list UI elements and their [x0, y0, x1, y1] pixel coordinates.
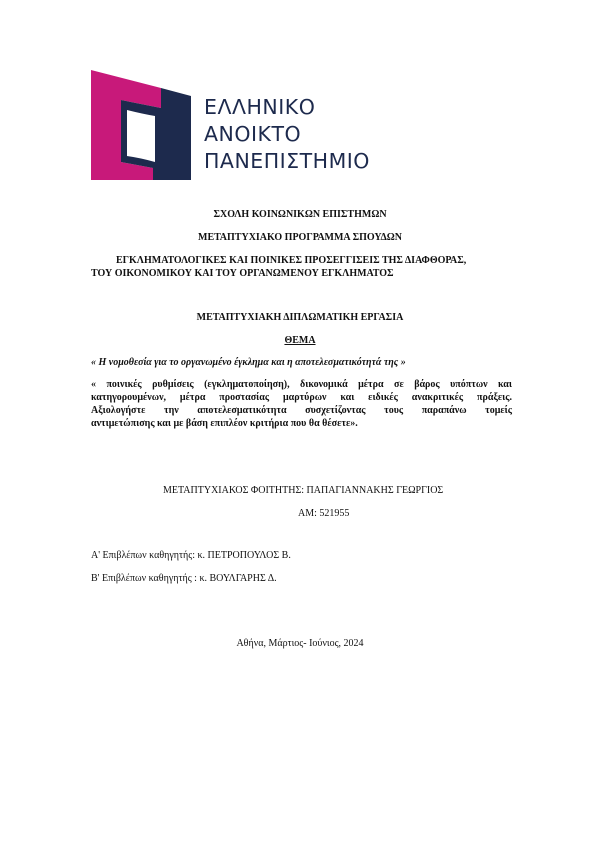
program-name: ΜΕΤΑΠΤΥΧΙΑΚΟ ΠΡΟΓΡΑΜΜΑ ΣΠΟΥΔΩΝ	[198, 232, 402, 243]
description-line-2: κατηγορουμένων, μέτρα προστασίας μαρτύρων και ειδικές ανακριτικές πράξεις.	[91, 392, 512, 403]
theme-label: ΘΕΜΑ	[284, 335, 316, 346]
logo-line-1: ΕΛΛΗΝΙΚΟ	[204, 95, 316, 119]
place-date: Αθήνα, Μάρτιος- Ιούνιος, 2024	[236, 638, 364, 649]
logo-line-2: ΑΝΟΙΚΤΟ	[204, 122, 302, 146]
first-supervisor: Α' Επιβλέπων καθηγητής: κ. ΠΕΤΡΟΠΟΥΛΟΣ Β.	[91, 550, 291, 561]
description-line-4: αντιμετώπισης και με βάση επιπλέον κριτήρια που θα θέσετε».	[91, 418, 358, 429]
description-line-3: Αξιολογήστε την αποτελεσματικότητα συσχετίζοντας τους παραπάνω τομείς	[91, 405, 512, 416]
university-logo	[91, 70, 391, 180]
thesis-type: ΜΕΤΑΠΤΥΧΙΑΚΗ ΔΙΠΛΩΜΑΤΙΚΗ ΕΡΓΑΣΙΑ	[196, 312, 404, 323]
logo-mark-icon	[91, 70, 201, 180]
logo-wordmark	[204, 94, 370, 175]
student-id: ΑΜ: 521955	[298, 508, 350, 519]
second-supervisor: Β' Επιβλέπων καθηγητής : κ. ΒΟΥΛΓΑΡΗΣ Δ.	[91, 573, 277, 584]
description-line-1: « ποινικές ρυθμίσεις (εγκληματοποίηση), δικονομικά μέτρα σε βάρος υπόπτων και	[91, 379, 512, 390]
track-line-2: ΤΟΥ ΟΙΚΟΝΟΜΙΚΟΥ ΚΑΙ ΤΟΥ ΟΡΓΑΝΩΜΕΝΟΥ ΕΓΚΛΗΜΑΤΟΣ	[91, 268, 394, 279]
thesis-title: « Η νομοθεσία για το οργανωμένο έγκλημα και η αποτελεσματικότητά της »	[91, 357, 406, 368]
student-name: ΜΕΤΑΠΤΥΧΙΑΚΟΣ ΦΟΙΤΗΤΗΣ: ΠΑΠΑΓΙΑΝΝΑΚΗΣ ΓΕΩΡΓΙΟΣ	[163, 485, 444, 496]
track-line-1: ΕΓΚΛΗΜΑΤΟΛΟΓΙΚΕΣ ΚΑΙ ΠΟΙΝΙΚΕΣ ΠΡΟΣΕΓΓΙΣΕΙΣ ΤΗΣ ΔΙΑΦΘΟΡΑΣ,	[116, 255, 467, 266]
logo-line-3: ΠΑΝΕΠΙΣΤΗΜΙΟ	[204, 149, 370, 173]
thesis-description	[91, 378, 512, 430]
school-name: ΣΧΟΛΗ ΚΟΙΝΩΝΙΚΩΝ ΕΠΙΣΤΗΜΩΝ	[213, 209, 387, 220]
